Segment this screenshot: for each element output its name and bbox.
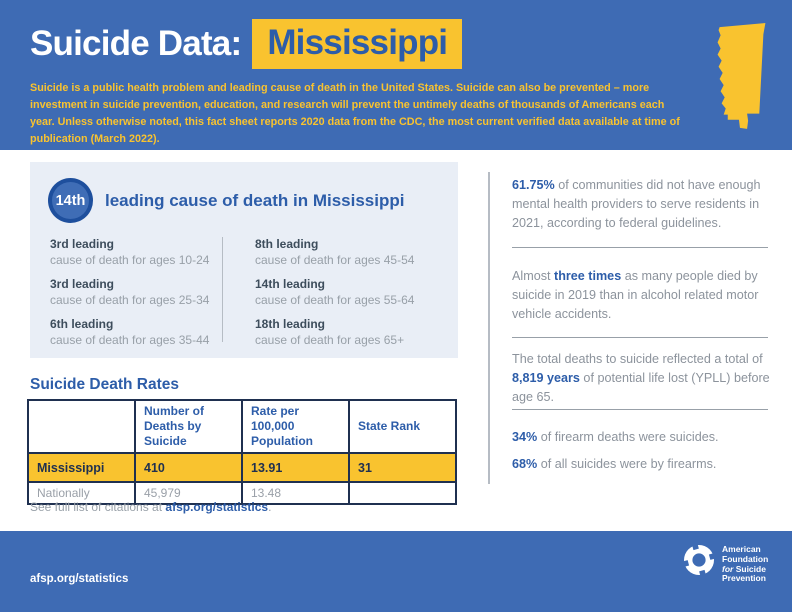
cell-state-deaths: 410 (135, 453, 242, 482)
afsp-logo (683, 544, 768, 584)
age-group-detail: cause of death for ages 55-64 (255, 293, 415, 307)
column-header-rank: State Rank (349, 400, 456, 453)
mississippi-state-icon (712, 22, 772, 136)
footer-banner (0, 531, 792, 612)
stat-suicides-by-firearm (512, 455, 778, 474)
cell-national-deaths: 45,979 (135, 482, 242, 504)
age-group-detail: cause of death for ages 35-44 (50, 333, 210, 347)
cell-national-label: Nationally (28, 482, 135, 504)
stat-highlight: 8,819 years (512, 371, 580, 385)
cell-state-rank: 31 (349, 453, 456, 482)
state-name-chip: Mississippi (252, 19, 462, 69)
org-name-line: American (722, 544, 761, 554)
column-header-rate: Rate per 100,000 Population (242, 400, 349, 453)
age-group-detail: cause of death for ages 10-24 (50, 253, 210, 267)
table-row-mississippi (28, 453, 456, 482)
age-group-item (50, 236, 218, 268)
stat-mental-health-providers (512, 176, 778, 233)
stat-text: of firearm deaths were suicides. (537, 430, 719, 444)
cell-state-label: Mississippi (28, 453, 135, 482)
cell-national-rank (349, 482, 456, 504)
age-group-item (255, 236, 450, 268)
citation-prefix: See full list of citations at (30, 500, 166, 514)
leading-cause-panel (30, 162, 458, 358)
age-group-rank: 6th leading (50, 317, 114, 331)
leading-cause-heading: leading cause of death in Mississippi (105, 190, 405, 210)
citation-link[interactable]: afsp.org/statistics (165, 500, 269, 514)
stat-alcohol-accidents (512, 267, 778, 324)
death-rates-title: Suicide Death Rates (30, 376, 180, 393)
stat-highlight: 34% (512, 430, 538, 444)
age-group-item (255, 316, 450, 348)
title-row (30, 19, 462, 69)
stat-highlight: 61.75% (512, 178, 555, 192)
stat-divider (512, 247, 768, 248)
stat-text: of communities did not have enough mental health providers to serve residents in 2021, according to federal guidelines. (512, 178, 761, 230)
stat-text: of potential life lost (YPLL) before age 65. (512, 371, 770, 404)
afsp-org-name (722, 545, 768, 584)
column-header-deaths: Number of Deaths by Suicide (135, 400, 242, 453)
age-group-rank: 14th leading (255, 277, 326, 291)
stat-text: of all suicides were by firearms. (537, 457, 717, 471)
citation-suffix: . (268, 500, 272, 514)
intro-text: Suicide is a public health problem and leading cause of death in the United States. Suicide can also be prevented – more investment in suicide prevention, education, and research will prevent the untimely deaths of thousands of Americans each year. Unless otherwise noted, this fact sheet reports 2020 data from the CDC, the most current verified data available at time of publication (March 2022). (30, 82, 680, 145)
stat-years-life-lost (512, 350, 778, 407)
cell-national-rate: 13.48 (242, 482, 349, 504)
age-group-item (50, 276, 218, 308)
age-group-detail: cause of death for ages 25-34 (50, 293, 210, 307)
stat-firearm-deaths (512, 428, 778, 447)
age-groups-left-column (50, 236, 218, 356)
rank-badge-label: 14th (52, 182, 89, 219)
age-group-detail: cause of death for ages 65+ (255, 333, 405, 347)
stat-text: as many people died by suicide in 2019 than in alcohol related motor vehicle accidents. (512, 269, 759, 321)
stat-highlight: three times (554, 269, 622, 283)
stat-divider (512, 337, 768, 338)
cell-state-rate: 13.91 (242, 453, 349, 482)
org-name-line-rest: Suicide (733, 563, 766, 574)
afsp-lifebuoy-icon (683, 544, 715, 576)
age-group-rank: 3rd leading (50, 237, 115, 251)
stat-highlight: 68% (512, 457, 538, 471)
age-group-rank: 8th leading (255, 237, 319, 251)
age-group-item (50, 316, 218, 348)
death-rates-table (27, 399, 457, 505)
org-name-for: for (722, 563, 734, 574)
stat-text: The total deaths to suicide reflected a total of (512, 352, 763, 366)
stat-text: Almost (512, 269, 554, 283)
org-name-line: Foundation (722, 553, 769, 564)
citation-line (30, 500, 271, 514)
page-title: Suicide Data: (30, 24, 242, 63)
age-columns-divider (222, 237, 223, 342)
stats-vertical-divider (488, 172, 490, 484)
age-group-rank: 3rd leading (50, 277, 115, 291)
age-group-detail: cause of death for ages 45-54 (255, 253, 415, 267)
age-group-item (255, 276, 450, 308)
org-name-line: Prevention (722, 573, 766, 584)
panel-head (48, 178, 404, 223)
age-group-rank: 18th leading (255, 317, 326, 331)
stat-divider (512, 409, 768, 410)
header-banner (0, 0, 792, 150)
rank-badge (48, 178, 93, 223)
table-header-row (28, 400, 456, 453)
age-groups-right-column (255, 236, 450, 356)
footer-url-link[interactable]: afsp.org/statistics (30, 573, 129, 585)
column-header-blank (28, 400, 135, 453)
